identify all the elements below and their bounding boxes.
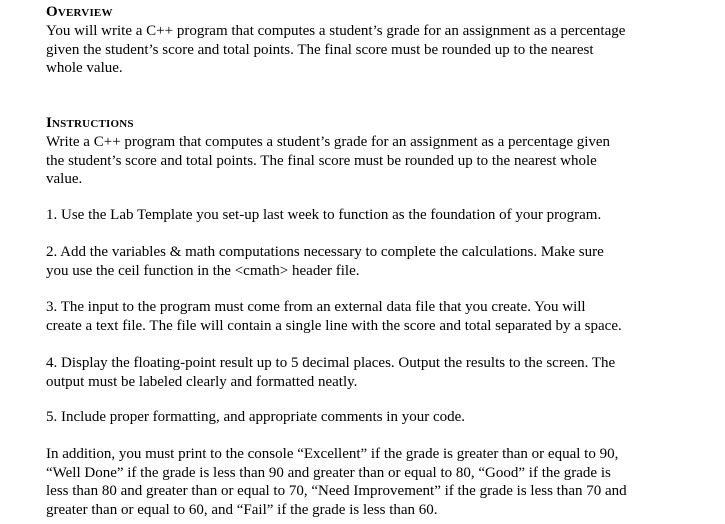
overview-line: given the student’s score and total points. The final score must be rounded up to the nearest xyxy=(46,41,594,58)
instruction-item-line: 2. Add the variables & math computations necessary to complete the calculations. Make sure xyxy=(46,244,604,260)
instructions-intro xyxy=(46,133,686,189)
instruction-item-5 xyxy=(46,408,686,427)
instruction-item-1 xyxy=(46,206,686,225)
instruction-item-4 xyxy=(46,354,686,391)
overview-line: You will write a C++ program that computes a student’s grade for an assignment as a percentage xyxy=(46,23,626,39)
overview-heading: Overview xyxy=(46,4,113,20)
grading-rules-line: less than 80 and greater than or equal to 70, “Need Improvement” if the grade is less than 70 and xyxy=(46,483,627,499)
instruction-item-line: 4. Display the floating-point result up to 5 decimal places. Output the results to the screen. The xyxy=(46,355,616,371)
overview-line: whole value. xyxy=(46,60,123,76)
instruction-item-line: output must be labeled clearly and formatted neatly. xyxy=(46,373,358,390)
instruction-item-2 xyxy=(46,243,686,280)
grading-rules-paragraph xyxy=(46,445,686,519)
instruction-item-line: 5. Include proper formatting, and appropriate comments in your code. xyxy=(46,409,466,425)
grading-rules-line: greater than or equal to 60, and “Fail” if the grade is less than 60. xyxy=(46,501,438,518)
instruction-item-line: you use the ceil function in the <cmath> header file. xyxy=(46,262,360,279)
instructions-intro-line: value. xyxy=(46,171,83,187)
grading-rules-line: In addition, you must print to the console “Excellent” if the grade is greater than or equal to 90, xyxy=(46,446,619,462)
instruction-item-line: create a text file. The file will contain a single line with the score and total separated by a space. xyxy=(46,317,622,334)
overview-paragraph xyxy=(46,22,686,78)
instructions-heading: Instructions xyxy=(46,115,134,131)
instruction-item-line: 1. Use the Lab Template you set-up last week to function as the foundation of your program. xyxy=(46,207,602,223)
instructions-intro-line: Write a C++ program that computes a student’s grade for an assignment as a percentage given xyxy=(46,134,611,150)
instructions-intro-line: the student’s score and total points. The final score must be rounded up to the nearest whole xyxy=(46,152,597,169)
instruction-item-line: 3. The input to the program must come from an external data file that you create. You will xyxy=(46,299,586,315)
instruction-item-3 xyxy=(46,298,686,335)
grading-rules-line: “Well Done” if the grade is less than 90 and greater than or equal to 80, “Good” if the grade is xyxy=(46,464,611,481)
